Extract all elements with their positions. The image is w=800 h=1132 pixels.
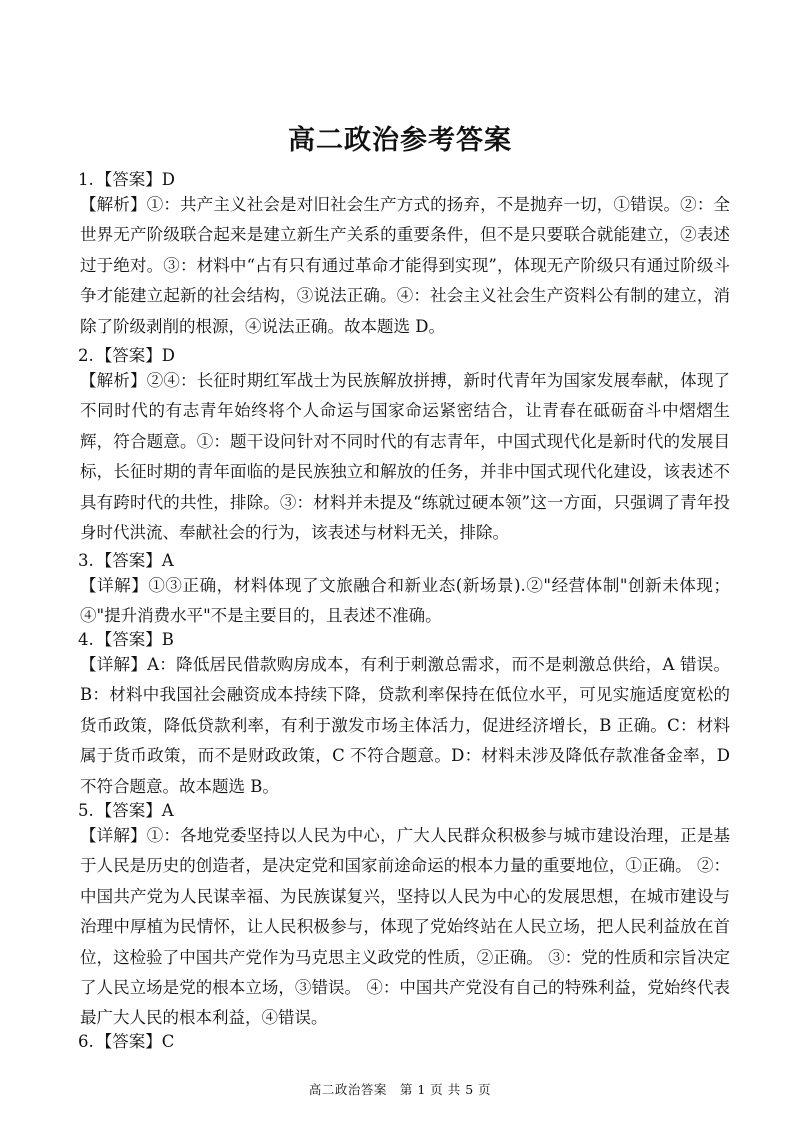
- page-title: 高二政治参考答案: [288, 125, 512, 156]
- answer-value: A: [161, 801, 174, 820]
- question-6-answer-line: [78, 1028, 174, 1052]
- question-number: 6.: [78, 1032, 94, 1051]
- answer-value: D: [161, 170, 175, 189]
- question-number: 5.: [78, 801, 94, 820]
- answer-tag: 【答案】: [95, 1032, 162, 1051]
- question-5-answer-line: [78, 797, 174, 821]
- answer-tag: 【答案】: [95, 551, 162, 570]
- analysis-text: A：降低居民借款购房成本，有利于刺激总需求，而不是刺激总供给，A 错误。B：材料中我国社会融资成本持续下降，贷款利率保持在低位水平，可见实施适度宽松的货币政策，降低贷款利率，有利于激发市场主体活力，促进经济增长，B 正确。C：材料属于货币政策，而不是财政政策，C 不符合题意。D：材料未涉及降低存款准备金率，D 不符合题意。故本题选 B。: [80, 655, 731, 796]
- answer-value: B: [161, 630, 174, 649]
- question-1-answer-line: [78, 166, 175, 190]
- answer-tag: 【答案】: [95, 801, 162, 820]
- analysis-tag: 【详解】: [80, 576, 149, 595]
- analysis-text: ②④：长征时期红军战士为民族解放拼搏，新时代青年为国家发展奉献，体现了不同时代的有志青年始终将个人命运与国家命运紧密结合，让青春在砥砺奋斗中熠熠生辉，符合题意。①：题干设问针对不同时代的有志青年，中国式现代化是新时代的发展目标，长征时期的青年面临的是民族独立和解放的任务，并非中国式现代化建设，该表述不具有跨时代的共性，排除。③：材料并未提及“练就过硬本领”这一方面，只强调了青年投身时代洪流、奉献社会的行为，该表述与材料无关，排除。: [80, 371, 731, 543]
- question-3-answer-line: [78, 547, 174, 571]
- question-1-analysis: [80, 190, 730, 342]
- question-number: 3.: [78, 551, 94, 570]
- question-4-analysis: [80, 650, 730, 802]
- answer-value: D: [161, 346, 175, 365]
- question-4-answer-line: [78, 626, 174, 650]
- question-5-analysis: [80, 821, 730, 1034]
- analysis-tag: 【解析】: [80, 195, 147, 214]
- answer-tag: 【答案】: [95, 170, 162, 189]
- analysis-tag: 【详解】: [80, 655, 148, 674]
- answer-tag: 【答案】: [95, 346, 162, 365]
- question-3-analysis: [80, 571, 730, 632]
- question-number: 4.: [78, 630, 94, 649]
- analysis-tag: 【解析】: [80, 371, 147, 390]
- question-2-analysis: [80, 366, 730, 548]
- analysis-text: ①③正确，材料体现了文旅融合和新业态(新场景).②"经营体制"创新未体现；④"提升消费水平"不是主要目的，且表述不准确。: [80, 576, 730, 626]
- page-footer: 高二政治答案 第 1 页 共 5 页: [308, 1082, 492, 1097]
- question-2-answer-line: [78, 342, 175, 366]
- analysis-text: ①：各地党委坚持以人民为中心，广大人民群众积极参与城市建设治理，正是基于人民是历史的创造者，是决定党和国家前途命运的根本力量的重要地位，①正确。 ②：中国共产党为人民谋幸福、为民族谋复兴，坚持以人民为中心的发展思想，在城市建设与治理中厚植为民情怀，让人民积极参与，体现了党始终站在人民立场，把人民利益放在首位，这检验了中国共产党作为马克思主义政党的性质，②正确。 ③：党的性质和宗旨决定了人民立场是党的根本立场，③错误。 ④：中国共产党没有自己的特殊利益，党始终代表最广大人民的根本利益，④错误。: [80, 826, 731, 1028]
- analysis-tag: 【详解】: [80, 826, 147, 845]
- answer-value: C: [161, 1032, 175, 1051]
- analysis-text: ①：共产主义社会是对旧社会生产方式的扬弃，不是抛弃一切，①错误。②：全世界无产阶级联合起来是建立新生产关系的重要条件，但不是只要联合就能建立，②表述过于绝对。③：材料中“占有只有通过革命才能得到实现”，体现无产阶级只有通过阶级斗争才能建立起新的社会结构，③说法正确。④：社会主义社会生产资料公有制的建立，消除了阶级剥削的根源，④说法正确。故本题选 D。: [80, 195, 731, 336]
- answer-tag: 【答案】: [95, 630, 162, 649]
- answer-value: A: [161, 551, 174, 570]
- question-number: 2.: [78, 346, 94, 365]
- question-number: 1.: [78, 170, 94, 189]
